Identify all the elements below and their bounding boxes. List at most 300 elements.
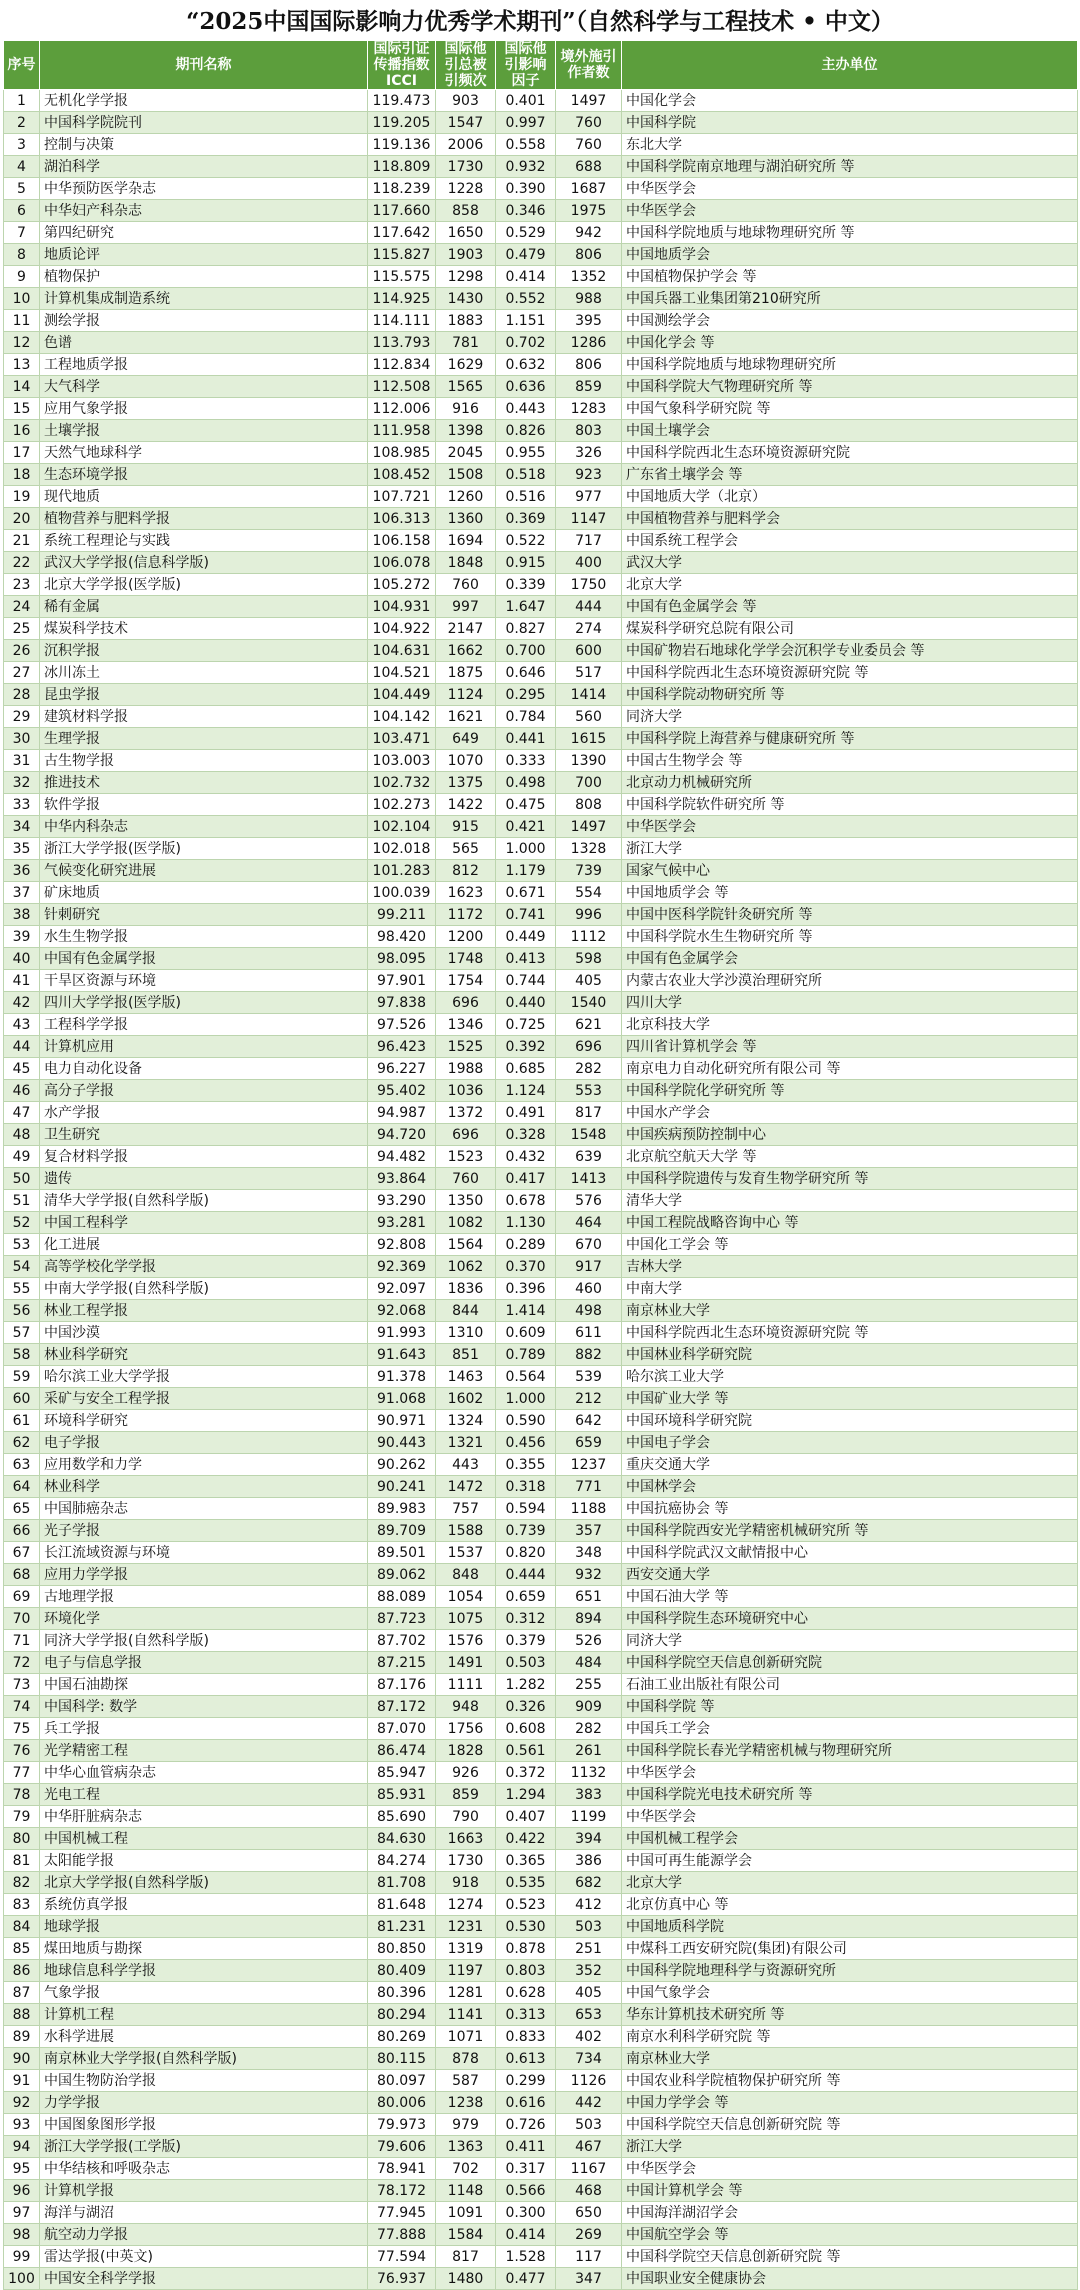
overseas-authors-cell: 394 <box>556 1828 622 1850</box>
overseas-authors-cell: 942 <box>556 222 622 244</box>
table-row <box>4 992 1078 1014</box>
table-row <box>4 1894 1078 1916</box>
icci-cell: 89.501 <box>368 1542 436 1564</box>
overseas-authors-cell: 255 <box>556 1674 622 1696</box>
icci-cell: 80.097 <box>368 2070 436 2092</box>
impact-factor-cell: 0.932 <box>496 156 556 178</box>
icci-cell: 86.474 <box>368 1740 436 1762</box>
table-row <box>4 2246 1078 2268</box>
impact-factor-cell: 0.491 <box>496 1102 556 1124</box>
host-unit-cell: 中国机械工程学会 <box>622 1828 1078 1850</box>
citations-cell: 1848 <box>436 552 496 574</box>
impact-factor-cell: 1.528 <box>496 2246 556 2268</box>
seq-cell: 91 <box>4 2070 40 2092</box>
overseas-authors-cell: 717 <box>556 530 622 552</box>
seq-cell: 71 <box>4 1630 40 1652</box>
table-row <box>4 2070 1078 2092</box>
overseas-authors-cell: 659 <box>556 1432 622 1454</box>
host-unit-cell: 中国林学会 <box>622 1476 1078 1498</box>
host-unit-cell: 东北大学 <box>622 134 1078 156</box>
impact-factor-cell: 0.390 <box>496 178 556 200</box>
journal-name-cell: 应用力学学报 <box>40 1564 368 1586</box>
impact-factor-cell: 0.558 <box>496 134 556 156</box>
impact-factor-cell: 1.647 <box>496 596 556 618</box>
impact-factor-cell: 0.590 <box>496 1410 556 1432</box>
table-row <box>4 750 1078 772</box>
icci-cell: 78.172 <box>368 2180 436 2202</box>
header-icci: 国际引证传播指数ICCI <box>368 41 436 90</box>
host-unit-cell: 中国矿物岩石地球化学学会沉积学专业委员会 等 <box>622 640 1078 662</box>
journal-name-cell: 古生物学报 <box>40 750 368 772</box>
icci-cell: 102.104 <box>368 816 436 838</box>
journal-name-cell: 海洋与湖沼 <box>40 2202 368 2224</box>
overseas-authors-cell: 1615 <box>556 728 622 750</box>
table-row <box>4 1520 1078 1542</box>
icci-cell: 89.062 <box>368 1564 436 1586</box>
icci-cell: 87.176 <box>368 1674 436 1696</box>
host-unit-cell: 中国化学会 等 <box>622 332 1078 354</box>
citations-cell: 1111 <box>436 1674 496 1696</box>
host-unit-cell: 中国抗癌协会 等 <box>622 1498 1078 1520</box>
overseas-authors-cell: 554 <box>556 882 622 904</box>
citations-cell: 1319 <box>436 1938 496 1960</box>
overseas-authors-cell: 517 <box>556 662 622 684</box>
table-row <box>4 2202 1078 2224</box>
host-unit-cell: 南京林业大学 <box>622 2048 1078 2070</box>
icci-cell: 96.227 <box>368 1058 436 1080</box>
table-row <box>4 2048 1078 2070</box>
table-row <box>4 2158 1078 2180</box>
impact-factor-cell: 0.636 <box>496 376 556 398</box>
overseas-authors-cell: 923 <box>556 464 622 486</box>
icci-cell: 90.262 <box>368 1454 436 1476</box>
overseas-authors-cell: 251 <box>556 1938 622 1960</box>
icci-cell: 107.721 <box>368 486 436 508</box>
host-unit-cell: 中国科学院光电技术研究所 等 <box>622 1784 1078 1806</box>
impact-factor-cell: 0.417 <box>496 1168 556 1190</box>
icci-cell: 80.115 <box>368 2048 436 2070</box>
impact-factor-cell: 0.915 <box>496 552 556 574</box>
journal-name-cell: 推进技术 <box>40 772 368 794</box>
seq-cell: 43 <box>4 1014 40 1036</box>
citations-cell: 1172 <box>436 904 496 926</box>
seq-cell: 42 <box>4 992 40 1014</box>
host-unit-cell: 中国测绘学会 <box>622 310 1078 332</box>
seq-cell: 16 <box>4 420 40 442</box>
host-unit-cell: 中国科学院空天信息创新研究院 等 <box>622 2114 1078 2136</box>
journal-name-cell: 中国科学院院刊 <box>40 112 368 134</box>
journal-name-cell: 中国沙漠 <box>40 1322 368 1344</box>
table-row <box>4 1828 1078 1850</box>
host-unit-cell: 中国水产学会 <box>622 1102 1078 1124</box>
seq-cell: 94 <box>4 2136 40 2158</box>
host-unit-cell: 中国科学院空天信息创新研究院 等 <box>622 2246 1078 2268</box>
impact-factor-cell: 1.130 <box>496 1212 556 1234</box>
icci-cell: 98.420 <box>368 926 436 948</box>
journal-name-cell: 中华心血管病杂志 <box>40 1762 368 1784</box>
impact-factor-cell: 0.318 <box>496 1476 556 1498</box>
impact-factor-cell: 0.827 <box>496 618 556 640</box>
header-cites: 国际他引总被引频次 <box>436 41 496 90</box>
journal-name-cell: 稀有金属 <box>40 596 368 618</box>
citations-cell: 1398 <box>436 420 496 442</box>
host-unit-cell: 中国科学院上海营养与健康研究所 等 <box>622 728 1078 750</box>
impact-factor-cell: 0.479 <box>496 244 556 266</box>
impact-factor-cell: 0.444 <box>496 1564 556 1586</box>
host-unit-cell: 中华医学会 <box>622 2158 1078 2180</box>
icci-cell: 119.473 <box>368 90 436 112</box>
table-row <box>4 1872 1078 1894</box>
seq-cell: 48 <box>4 1124 40 1146</box>
seq-cell: 25 <box>4 618 40 640</box>
journal-name-cell: 地球信息科学学报 <box>40 1960 368 1982</box>
journal-name-cell: 冰川冻土 <box>40 662 368 684</box>
journal-name-cell: 中南大学学报(自然科学版) <box>40 1278 368 1300</box>
citations-cell: 851 <box>436 1344 496 1366</box>
host-unit-cell: 石油工业出版社有限公司 <box>622 1674 1078 1696</box>
impact-factor-cell: 1.282 <box>496 1674 556 1696</box>
impact-factor-cell: 0.997 <box>496 112 556 134</box>
overseas-authors-cell: 996 <box>556 904 622 926</box>
icci-cell: 98.095 <box>368 948 436 970</box>
icci-cell: 114.111 <box>368 310 436 332</box>
citations-cell: 1828 <box>436 1740 496 1762</box>
host-unit-cell: 中煤科工西安研究院(集团)有限公司 <box>622 1938 1078 1960</box>
icci-cell: 93.281 <box>368 1212 436 1234</box>
journal-name-cell: 气象学报 <box>40 1982 368 2004</box>
seq-cell: 92 <box>4 2092 40 2114</box>
journal-name-cell: 中华结核和呼吸杂志 <box>40 2158 368 2180</box>
table-row <box>4 1850 1078 1872</box>
journal-name-cell: 环境化学 <box>40 1608 368 1630</box>
table-row <box>4 1388 1078 1410</box>
citations-cell: 2006 <box>436 134 496 156</box>
icci-cell: 81.708 <box>368 1872 436 1894</box>
journal-name-cell: 煤炭科学技术 <box>40 618 368 640</box>
citations-cell: 878 <box>436 2048 496 2070</box>
host-unit-cell: 中国兵器工业集团第210研究所 <box>622 288 1078 310</box>
citations-cell: 1537 <box>436 1542 496 1564</box>
overseas-authors-cell: 1497 <box>556 90 622 112</box>
seq-cell: 37 <box>4 882 40 904</box>
seq-cell: 81 <box>4 1850 40 1872</box>
journal-name-cell: 大气科学 <box>40 376 368 398</box>
host-unit-cell: 四川大学 <box>622 992 1078 1014</box>
citations-cell: 1260 <box>436 486 496 508</box>
host-unit-cell: 浙江大学 <box>622 2136 1078 2158</box>
icci-cell: 81.648 <box>368 1894 436 1916</box>
seq-cell: 97 <box>4 2202 40 2224</box>
overseas-authors-cell: 909 <box>556 1696 622 1718</box>
host-unit-cell: 中华医学会 <box>622 200 1078 222</box>
citations-cell: 1754 <box>436 970 496 992</box>
citations-cell: 903 <box>436 90 496 112</box>
table-row <box>4 1256 1078 1278</box>
host-unit-cell: 中国地质学会 等 <box>622 882 1078 904</box>
table-row <box>4 90 1078 112</box>
journal-name-cell: 卫生研究 <box>40 1124 368 1146</box>
journal-name-cell: 电子与信息学报 <box>40 1652 368 1674</box>
journal-name-cell: 中华预防医学杂志 <box>40 178 368 200</box>
table-row <box>4 398 1078 420</box>
icci-cell: 104.631 <box>368 640 436 662</box>
seq-cell: 87 <box>4 1982 40 2004</box>
impact-factor-cell: 0.744 <box>496 970 556 992</box>
table-row <box>4 1300 1078 1322</box>
icci-cell: 80.409 <box>368 1960 436 1982</box>
host-unit-cell: 煤炭科学研究总院有限公司 <box>622 618 1078 640</box>
overseas-authors-cell: 651 <box>556 1586 622 1608</box>
overseas-authors-cell: 484 <box>556 1652 622 1674</box>
citations-cell: 1875 <box>436 662 496 684</box>
journal-name-cell: 太阳能学报 <box>40 1850 368 1872</box>
journal-name-cell: 化工进展 <box>40 1234 368 1256</box>
overseas-authors-cell: 688 <box>556 156 622 178</box>
table-row <box>4 486 1078 508</box>
seq-cell: 26 <box>4 640 40 662</box>
table-row <box>4 244 1078 266</box>
impact-factor-cell: 1.179 <box>496 860 556 882</box>
citations-cell: 1054 <box>436 1586 496 1608</box>
seq-cell: 54 <box>4 1256 40 1278</box>
overseas-authors-cell: 653 <box>556 2004 622 2026</box>
icci-cell: 108.985 <box>368 442 436 464</box>
host-unit-cell: 西安交通大学 <box>622 1564 1078 1586</box>
table-row <box>4 574 1078 596</box>
seq-cell: 98 <box>4 2224 40 2246</box>
host-unit-cell: 中国科学院遗传与发育生物学研究所 等 <box>622 1168 1078 1190</box>
journal-name-cell: 复合材料学报 <box>40 1146 368 1168</box>
host-unit-cell: 中华医学会 <box>622 816 1078 838</box>
impact-factor-cell: 0.317 <box>496 2158 556 2180</box>
citations-cell: 915 <box>436 816 496 838</box>
overseas-authors-cell: 1286 <box>556 332 622 354</box>
overseas-authors-cell: 386 <box>556 1850 622 1872</box>
icci-cell: 91.378 <box>368 1366 436 1388</box>
host-unit-cell: 中国有色金属学会 <box>622 948 1078 970</box>
overseas-authors-cell: 882 <box>556 1344 622 1366</box>
icci-cell: 87.702 <box>368 1630 436 1652</box>
overseas-authors-cell: 1540 <box>556 992 622 1014</box>
host-unit-cell: 国家气候中心 <box>622 860 1078 882</box>
impact-factor-cell: 0.313 <box>496 2004 556 2026</box>
overseas-authors-cell: 682 <box>556 1872 622 1894</box>
host-unit-cell: 中国科学院空天信息创新研究院 <box>622 1652 1078 1674</box>
overseas-authors-cell: 1328 <box>556 838 622 860</box>
icci-cell: 90.443 <box>368 1432 436 1454</box>
table-row <box>4 464 1078 486</box>
impact-factor-cell: 0.609 <box>496 1322 556 1344</box>
host-unit-cell: 中国植物保护学会 等 <box>622 266 1078 288</box>
seq-cell: 63 <box>4 1454 40 1476</box>
journal-name-cell: 水产学报 <box>40 1102 368 1124</box>
impact-factor-cell: 0.608 <box>496 1718 556 1740</box>
overseas-authors-cell: 560 <box>556 706 622 728</box>
icci-cell: 117.642 <box>368 222 436 244</box>
icci-cell: 95.402 <box>368 1080 436 1102</box>
table-row <box>4 618 1078 640</box>
citations-cell: 1662 <box>436 640 496 662</box>
journal-name-cell: 雷达学报(中英文) <box>40 2246 368 2268</box>
overseas-authors-cell: 1199 <box>556 1806 622 1828</box>
seq-cell: 5 <box>4 178 40 200</box>
icci-cell: 97.838 <box>368 992 436 1014</box>
seq-cell: 46 <box>4 1080 40 1102</box>
seq-cell: 66 <box>4 1520 40 1542</box>
seq-cell: 27 <box>4 662 40 684</box>
icci-cell: 90.971 <box>368 1410 436 1432</box>
seq-cell: 47 <box>4 1102 40 1124</box>
citations-cell: 1756 <box>436 1718 496 1740</box>
table-row <box>4 530 1078 552</box>
journal-name-cell: 长江流域资源与环境 <box>40 1542 368 1564</box>
overseas-authors-cell: 806 <box>556 354 622 376</box>
overseas-authors-cell: 553 <box>556 1080 622 1102</box>
overseas-authors-cell: 621 <box>556 1014 622 1036</box>
icci-cell: 91.993 <box>368 1322 436 1344</box>
citations-cell: 1360 <box>436 508 496 530</box>
host-unit-cell: 北京动力机械研究所 <box>622 772 1078 794</box>
citations-cell: 1523 <box>436 1146 496 1168</box>
journal-name-cell: 矿床地质 <box>40 882 368 904</box>
impact-factor-cell: 0.355 <box>496 1454 556 1476</box>
seq-cell: 88 <box>4 2004 40 2026</box>
seq-cell: 45 <box>4 1058 40 1080</box>
table-row <box>4 816 1078 838</box>
table-row <box>4 1366 1078 1388</box>
table-row <box>4 1410 1078 1432</box>
seq-cell: 75 <box>4 1718 40 1740</box>
overseas-authors-cell: 598 <box>556 948 622 970</box>
impact-factor-cell: 0.659 <box>496 1586 556 1608</box>
impact-factor-cell: 1.000 <box>496 1388 556 1410</box>
journal-name-cell: 古地理学报 <box>40 1586 368 1608</box>
overseas-authors-cell: 611 <box>556 1322 622 1344</box>
host-unit-cell: 中国科学院南京地理与湖泊研究所 等 <box>622 156 1078 178</box>
citations-cell: 1062 <box>436 1256 496 1278</box>
citations-cell: 1663 <box>436 1828 496 1850</box>
citations-cell: 1525 <box>436 1036 496 1058</box>
seq-cell: 7 <box>4 222 40 244</box>
table-row <box>4 442 1078 464</box>
impact-factor-cell: 0.725 <box>496 1014 556 1036</box>
seq-cell: 14 <box>4 376 40 398</box>
table-row <box>4 266 1078 288</box>
journal-name-cell: 湖泊科学 <box>40 156 368 178</box>
citations-cell: 948 <box>436 1696 496 1718</box>
icci-cell: 119.136 <box>368 134 436 156</box>
impact-factor-cell: 0.820 <box>496 1542 556 1564</box>
citations-cell: 1200 <box>436 926 496 948</box>
icci-cell: 92.097 <box>368 1278 436 1300</box>
seq-cell: 4 <box>4 156 40 178</box>
citations-cell: 1141 <box>436 2004 496 2026</box>
seq-cell: 20 <box>4 508 40 530</box>
journal-name-cell: 浙江大学学报(工学版) <box>40 2136 368 2158</box>
host-unit-cell: 中国科学院长春光学精密机械与物理研究所 <box>622 1740 1078 1762</box>
seq-cell: 17 <box>4 442 40 464</box>
table-row <box>4 1718 1078 1740</box>
page-title: “2025中国国际影响力优秀学术期刊”（自然科学与工程技术 • 中文） <box>186 8 894 35</box>
journal-name-cell: 系统仿真学报 <box>40 1894 368 1916</box>
journal-name-cell: 计算机学报 <box>40 2180 368 2202</box>
journal-name-cell: 中华内科杂志 <box>40 816 368 838</box>
impact-factor-cell: 1.414 <box>496 1300 556 1322</box>
seq-cell: 64 <box>4 1476 40 1498</box>
impact-factor-cell: 0.552 <box>496 288 556 310</box>
journal-name-cell: 清华大学学报(自然科学版) <box>40 1190 368 1212</box>
table-row <box>4 1102 1078 1124</box>
overseas-authors-cell: 1548 <box>556 1124 622 1146</box>
host-unit-cell: 中国科学院西北生态环境资源研究院 <box>622 442 1078 464</box>
impact-factor-cell: 0.422 <box>496 1828 556 1850</box>
impact-factor-cell: 0.613 <box>496 2048 556 2070</box>
citations-cell: 1324 <box>436 1410 496 1432</box>
journal-name-cell: 针刺研究 <box>40 904 368 926</box>
overseas-authors-cell: 808 <box>556 794 622 816</box>
overseas-authors-cell: 639 <box>556 1146 622 1168</box>
seq-cell: 74 <box>4 1696 40 1718</box>
table-row <box>4 288 1078 310</box>
icci-cell: 78.941 <box>368 2158 436 2180</box>
impact-factor-cell: 0.372 <box>496 1762 556 1784</box>
overseas-authors-cell: 1497 <box>556 816 622 838</box>
impact-factor-cell: 0.449 <box>496 926 556 948</box>
icci-cell: 87.172 <box>368 1696 436 1718</box>
overseas-authors-cell: 274 <box>556 618 622 640</box>
overseas-authors-cell: 261 <box>556 1740 622 1762</box>
icci-cell: 94.987 <box>368 1102 436 1124</box>
host-unit-cell: 中国气象科学研究院 等 <box>622 398 1078 420</box>
seq-cell: 8 <box>4 244 40 266</box>
citations-cell: 1372 <box>436 1102 496 1124</box>
icci-cell: 104.449 <box>368 684 436 706</box>
overseas-authors-cell: 405 <box>556 1982 622 2004</box>
citations-cell: 1238 <box>436 2092 496 2114</box>
host-unit-cell: 中国矿业大学 等 <box>622 1388 1078 1410</box>
overseas-authors-cell: 1750 <box>556 574 622 596</box>
icci-cell: 103.003 <box>368 750 436 772</box>
seq-cell: 11 <box>4 310 40 332</box>
impact-factor-cell: 0.561 <box>496 1740 556 1762</box>
host-unit-cell: 中国科学院大气物理研究所 等 <box>622 376 1078 398</box>
citations-cell: 1836 <box>436 1278 496 1300</box>
journal-name-cell: 北京大学学报(自然科学版) <box>40 1872 368 1894</box>
overseas-authors-cell: 1687 <box>556 178 622 200</box>
journal-name-cell: 土壤学报 <box>40 420 368 442</box>
seq-cell: 33 <box>4 794 40 816</box>
host-unit-cell: 中国科学院地质与地球物理研究所 等 <box>622 222 1078 244</box>
impact-factor-cell: 0.411 <box>496 2136 556 2158</box>
seq-cell: 1 <box>4 90 40 112</box>
journal-name-cell: 光电工程 <box>40 1784 368 1806</box>
icci-cell: 93.290 <box>368 1190 436 1212</box>
citations-cell: 1430 <box>436 288 496 310</box>
table-row <box>4 1740 1078 1762</box>
seq-cell: 61 <box>4 1410 40 1432</box>
table-row <box>4 970 1078 992</box>
table-row <box>4 728 1078 750</box>
table-row <box>4 1652 1078 1674</box>
journal-name-cell: 中国安全科学学报 <box>40 2268 368 2290</box>
overseas-authors-cell: 771 <box>556 1476 622 1498</box>
host-unit-cell: 中国科学院西北生态环境资源研究院 等 <box>622 662 1078 684</box>
citations-cell: 1082 <box>436 1212 496 1234</box>
impact-factor-cell: 1.294 <box>496 1784 556 1806</box>
seq-cell: 35 <box>4 838 40 860</box>
overseas-authors-cell: 442 <box>556 2092 622 2114</box>
overseas-authors-cell: 347 <box>556 2268 622 2290</box>
